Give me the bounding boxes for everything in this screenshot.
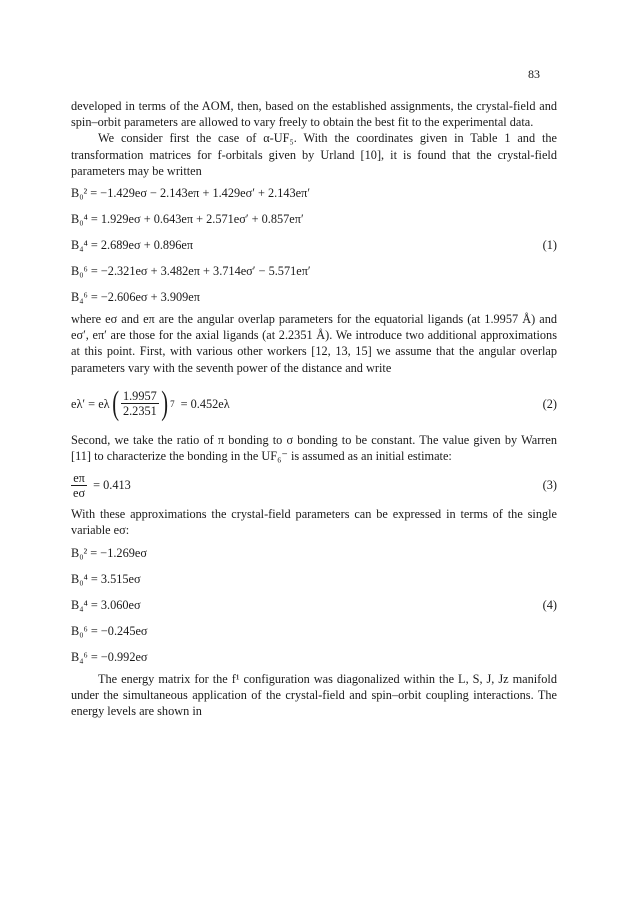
paragraph-alpha-uf5: We consider first the case of α-UF₅. With the coordinates given in Table 1 and the transformation matrices for f-orbitals given by Urland [10], it is found that the crystal-field parameters may be written: [71, 131, 557, 178]
paragraph-continued: developed in terms of the AOM, then, based on the established assignments, the crystal-field and spin–orbit parameters are allowed to vary freely to obtain the best fit to the experimental data.: [71, 99, 557, 130]
equation-number-4: (4): [542, 597, 557, 612]
equation-2-exponent: 7: [170, 398, 175, 409]
page-body: [71, 98, 557, 719]
equation-1-line: B₄⁴ = 2.689eσ + 0.896eπ (1): [71, 238, 557, 253]
equation-1-line: B₀⁶ = −2.321eσ + 3.482eπ + 3.714eσ′ − 5.571eπ′: [71, 264, 311, 279]
equation-2-rhs: = 0.452eλ: [180, 396, 230, 411]
equation-4-line: B₀⁶ = −0.245eσ: [71, 623, 148, 638]
equation-2: [71, 382, 557, 426]
equation-1-block: [71, 185, 557, 305]
paragraph-overlap-parameters: where eσ and eπ are the angular overlap parameters for the equatorial ligands (at 1.9957 Å) and eσ′, eπ′ are those for the axial ligands (at 2.2351 Å). We introduce two additional approximations at this point. First, with various other workers [12, 13, 15] we assume that the angular overlap parameters vary with the seventh power of the distance and write: [71, 312, 557, 375]
equation-4-block: [71, 545, 557, 665]
paragraph-energy-matrix: The energy matrix for the f¹ configuration was diagonalized within the L, S, J, Jz manifold under the simultaneous application of the crystal-field and spin–orbit coupling interactions. The energy levels are shown in: [71, 671, 557, 719]
equation-4-line: B₄⁴ = 3.060eσ (4): [71, 597, 557, 612]
right-paren-icon: ): [161, 384, 168, 422]
left-paren-icon: (: [111, 384, 119, 422]
equation-2-fraction: $\frac{1.9957}{2.2351}$: [122, 389, 157, 419]
equation-4-line: B₀⁴ = 3.515eσ: [71, 571, 141, 586]
paragraph-bonding-ratio: Second, we take the ratio of π bonding to σ bonding to be constant. The value given by Warren [11] to characterize the bonding in the UF₆⁻ is assumed as an initial estimate:: [71, 432, 557, 464]
equation-number-1: (1): [542, 238, 557, 253]
equation-4-line: B₄⁶ = −0.992eσ: [71, 649, 148, 664]
equation-1-line: B₀² = −1.429eσ − 2.143eπ + 1.429eσ′ + 2.143eπ′: [71, 186, 311, 201]
equation-3: [71, 470, 557, 500]
equation-1-line: B₀⁴ = 1.929eσ + 0.643eπ + 2.571eσ′ + 0.857eπ′: [71, 212, 304, 227]
equation-2-lhs: eλ′ = eλ: [71, 396, 110, 411]
equation-number-2: (2): [542, 396, 557, 411]
equation-number-3: (3): [542, 478, 557, 493]
equation-1-line: B₄⁶ = −2.606eσ + 3.909eπ: [71, 290, 200, 305]
equation-3-rhs: = 0.413: [93, 478, 131, 493]
paragraph-single-variable: With these approximations the crystal-field parameters can be expressed in terms of the single variable eσ:: [71, 507, 557, 538]
equation-4-line: B₀² = −1.269eσ: [71, 545, 147, 560]
equation-3-fraction: $\frac{e\pi}{e\sigma}$: [73, 470, 86, 500]
page-number: 83: [528, 67, 540, 81]
